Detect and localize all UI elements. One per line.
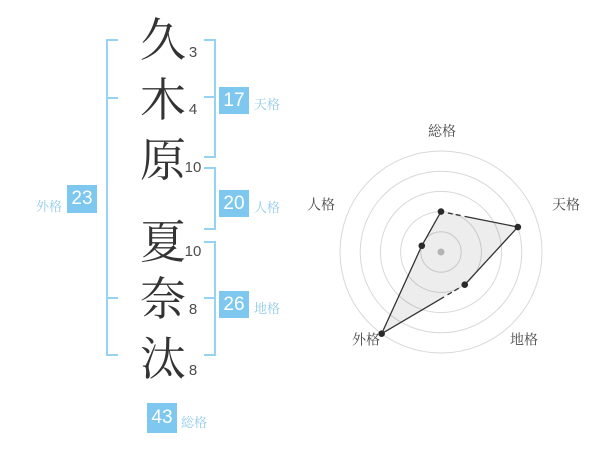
family-char-3: 原 <box>140 134 186 186</box>
gaikaku-value-badge: 23 <box>67 185 97 213</box>
stroke-count-family-3: 10 <box>184 159 202 176</box>
given-char-3: 汰 <box>140 333 186 385</box>
stroke-count-given-1: 10 <box>184 243 202 260</box>
soukaku-label: 総格 <box>181 415 208 430</box>
gaikaku-label: 外格 <box>36 199 63 214</box>
radar-axis-label: 天格 <box>552 196 580 213</box>
family-char-1: 久 <box>140 14 186 66</box>
tenkaku-value-badge: 17 <box>219 87 249 114</box>
given-char-1: 夏 <box>140 216 186 268</box>
jinkaku-label: 人格 <box>254 200 281 215</box>
stroke-count-family-2: 4 <box>188 101 198 118</box>
tenkaku-label: 天格 <box>254 97 281 112</box>
stroke-count-family-1: 3 <box>188 44 198 61</box>
radar-axis-label: 人格 <box>307 196 335 213</box>
chikaku-value-badge: 26 <box>219 291 249 318</box>
radar-axis-label: 外格 <box>352 331 380 348</box>
soukaku-value-badge: 43 <box>147 403 177 433</box>
stroke-count-given-3: 8 <box>188 362 198 379</box>
radar-axis-label: 総格 <box>428 123 456 139</box>
stroke-count-given-2: 8 <box>188 301 198 318</box>
fortune-radar-chart <box>290 100 600 390</box>
radar-axis-label: 地格 <box>510 331 538 348</box>
jinkaku-value-badge: 20 <box>219 190 249 217</box>
given-char-2: 奈 <box>140 273 186 325</box>
family-char-2: 木 <box>140 74 186 126</box>
chikaku-label: 地格 <box>254 301 281 316</box>
